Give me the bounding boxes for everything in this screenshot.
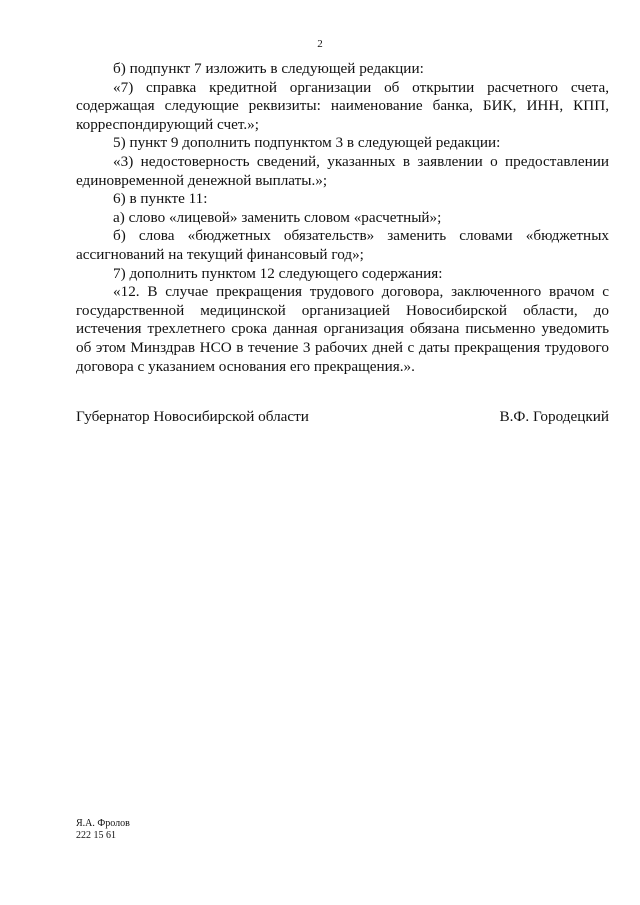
executor-info [76,818,130,842]
paragraph-item-9-text: «3) недостоверность сведений, указанных в заявлении о предоставлении единовременной денежной выплаты.»; [76,152,609,189]
paragraph-item-11-b: б) слова «бюджетных обязательств» заменить словами «бюджетных ассигнований на текущий финансовый год»; [76,227,609,263]
paragraph-subitem-7-text: «7) справка кредитной организации об открытии расчетного счета, содержащая следующие реквизиты: наименование банка, БИК, ИНН, КПП, корреспондирующий счет.»; [76,78,609,133]
page-number: 2 [317,38,323,50]
paragraph-item-12-text: «12. В случае прекращения трудового договора, заключенного врачом с государственной медицинской организацией Новосибирской области, до истечения трехлетнего срока данная организация обязана письменно уведомить об этом Минздрав НСО в течение 3 рабочих дней с даты прекращения трудового договора с указанием основания его прекращения.». [76,283,609,375]
executor-name: Я.А. Фролов [76,818,130,829]
paragraph-item-11-heading: 6) в пункте 11: [113,190,208,208]
paragraph-item-12-heading: 7) дополнить пунктом 12 следующего содержания: [113,264,443,282]
executor-phone: 222 15 61 [76,830,116,841]
paragraph-subitem-7-heading: б) подпункт 7 изложить в следующей редакции: [113,60,424,77]
signatory-title: Губернатор Новосибирской области [76,408,309,425]
paragraph-item-9-heading: 5) пункт 9 дополнить подпунктом 3 в следующей редакции: [113,134,501,152]
paragraph-item-11-a: а) слово «лицевой» заменить словом «расчетный»; [113,208,442,226]
signatory-name: В.Ф. Городецкий [499,408,609,425]
document-body [76,60,609,376]
